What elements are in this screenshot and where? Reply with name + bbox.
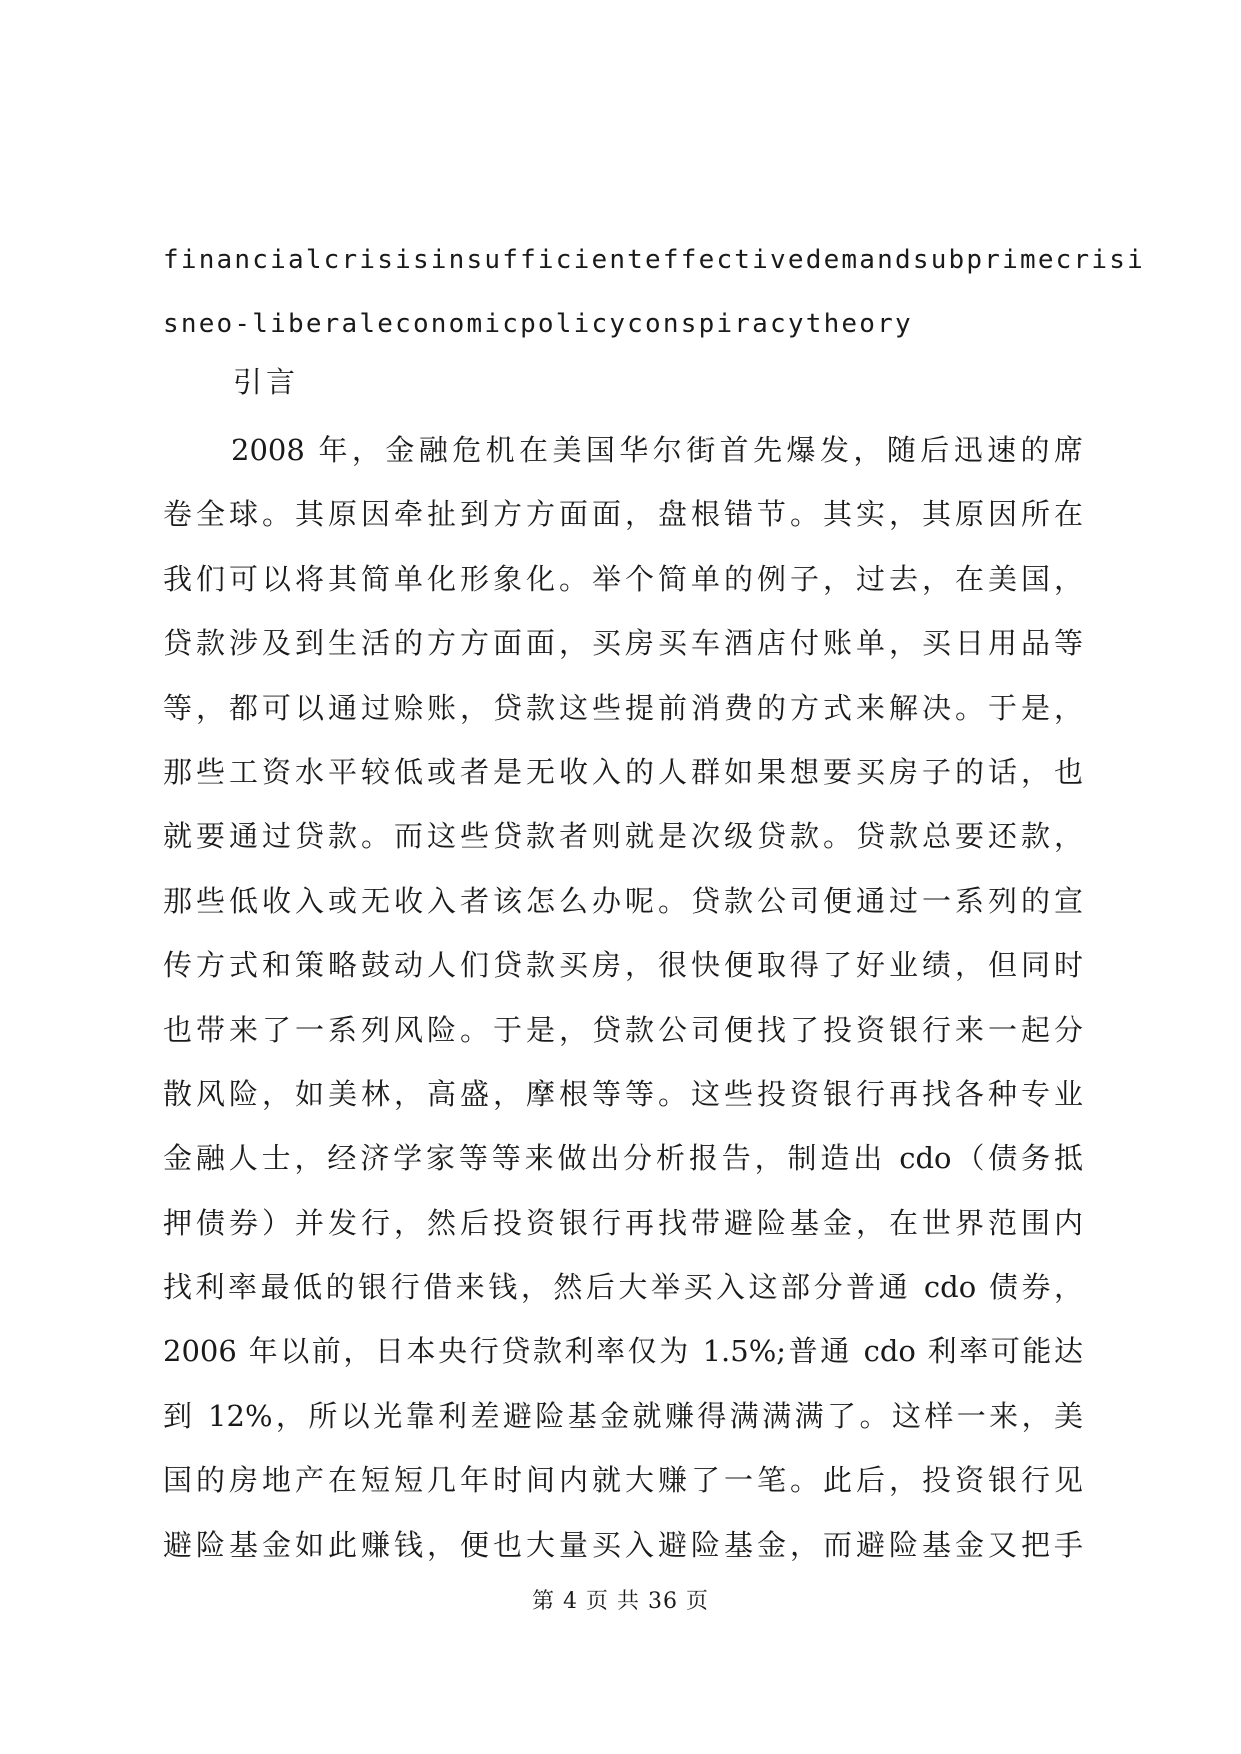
keywords-line: sneo-liberaleconomicpolicyconspiracytheory — [163, 309, 913, 339]
paragraph-line: 金融人士，经济学家等等来做出分析报告，制造出 cdo（债务抵 — [163, 1141, 1083, 1176]
page-number-footer: 第 4 页 共 36 页 — [532, 1589, 709, 1614]
paragraph-line: 那些工资水平较低或者是无收入的人群如果想要买房子的话，也 — [163, 754, 1083, 789]
paragraph-line: 卷全球。其原因牵扯到方方面面，盘根错节。其实，其原因所在 — [163, 497, 1083, 532]
paragraph-line: 贷款涉及到生活的方方面面，买房买车酒店付账单，买日用品等 — [163, 626, 1083, 661]
paragraph-line: 散风险，如美林，高盛，摩根等等。这些投资银行再找各种专业 — [163, 1076, 1083, 1111]
section-heading: 引言 — [233, 365, 300, 399]
paragraph-line: 押债券）并发行，然后投资银行再找带避险基金，在世界范围内 — [163, 1205, 1083, 1240]
body-paragraph — [163, 418, 1083, 1577]
keywords-line: financialcrisisinsufficienteffectivedemandsubprimecrisi — [163, 245, 1145, 275]
paragraph-line: 2006 年以前，日本央行贷款利率仅为 1.5%;普通 cdo 利率可能达 — [163, 1334, 1083, 1369]
paragraph-line: 等，都可以通过赊账，贷款这些提前消费的方式来解决。于是， — [163, 690, 1083, 725]
paragraph-line: 传方式和策略鼓动人们贷款买房，很快便取得了好业绩，但同时 — [163, 948, 1083, 983]
paragraph-line: 到 12%，所以光靠利差避险基金就赚得满满满了。这样一来，美 — [163, 1398, 1083, 1433]
english-keywords — [163, 228, 1145, 356]
paragraph-line: 就要通过贷款。而这些贷款者则就是次级贷款。贷款总要还款， — [163, 819, 1083, 854]
paragraph-line: 也带来了一系列风险。于是，贷款公司便找了投资银行来一起分 — [163, 1012, 1083, 1047]
paragraph-line: 那些低收入或无收入者该怎么办呢。贷款公司便通过一系列的宣 — [163, 883, 1083, 918]
paragraph-line: 2008 年，金融危机在美国华尔街首先爆发，随后迅速的席 — [231, 433, 1083, 467]
paragraph-line: 国的房地产在短短几年时间内就大赚了一笔。此后，投资银行见 — [163, 1463, 1083, 1498]
paragraph-line: 避险基金如此赚钱，便也大量买入避险基金，而避险基金又把手 — [163, 1527, 1083, 1562]
paragraph-line: 我们可以将其简单化形象化。举个简单的例子，过去，在美国， — [163, 561, 1083, 596]
paragraph-line: 找利率最低的银行借来钱，然后大举买入这部分普通 cdo 债券， — [163, 1270, 1083, 1305]
